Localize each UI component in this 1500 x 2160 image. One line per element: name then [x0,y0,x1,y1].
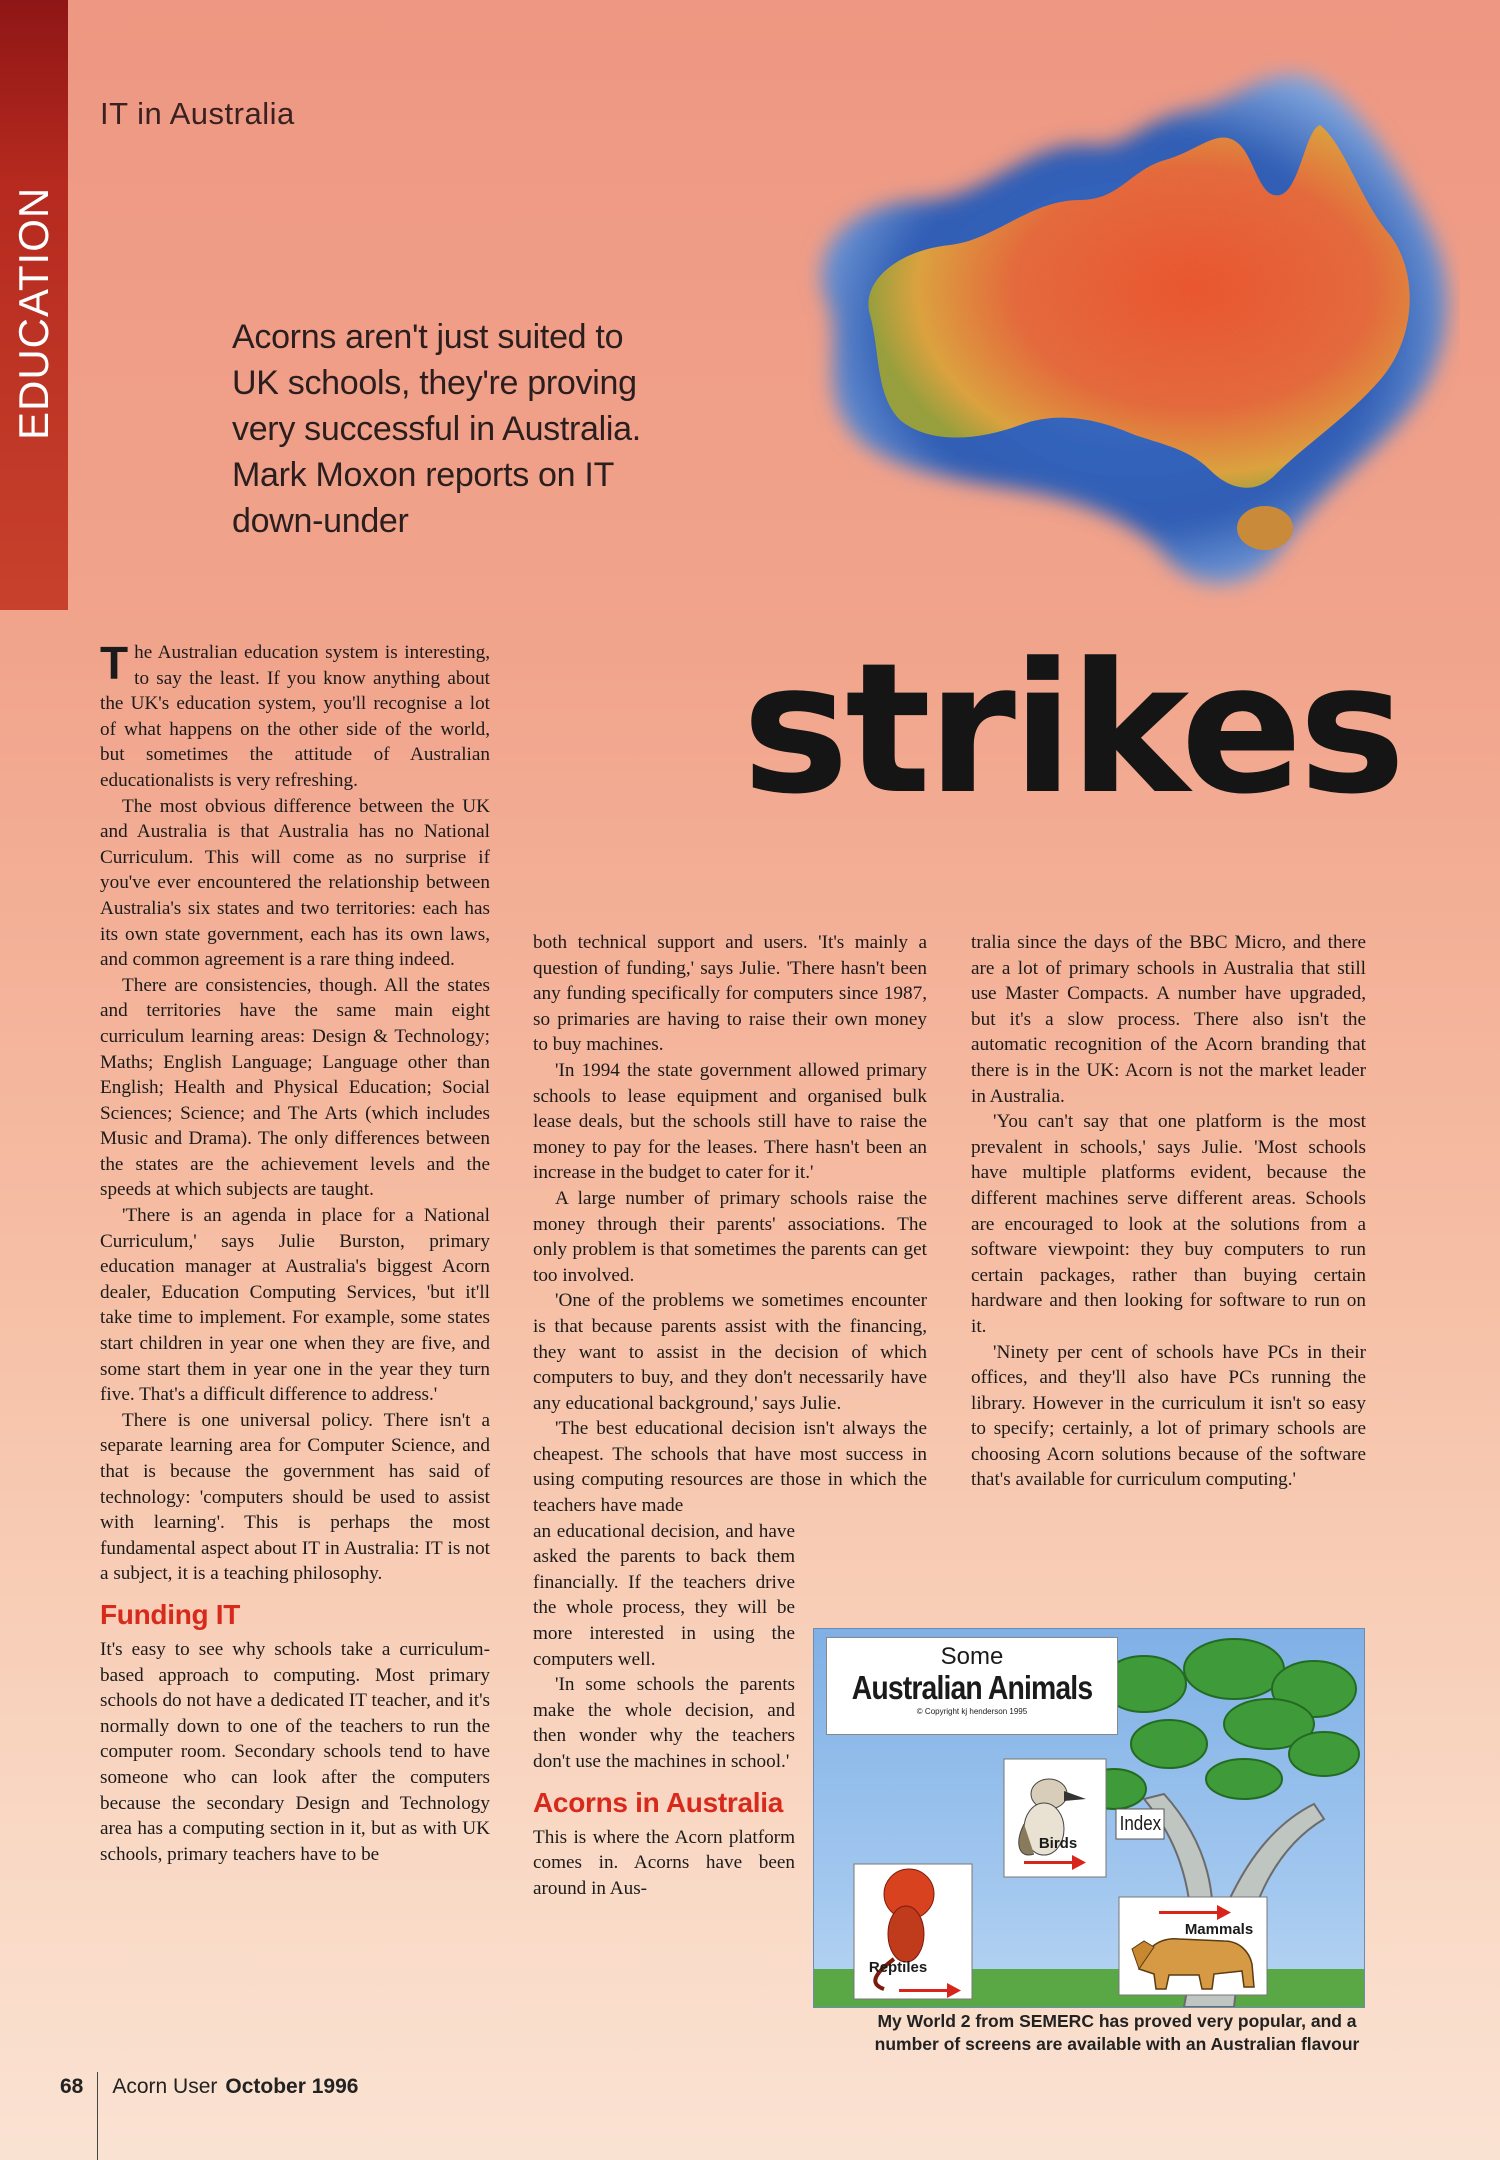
screenshot-title-big: Australian Animals [851,1669,1093,1706]
reptiles-arrow-icon [899,1989,949,1992]
screenshot-copyright: © Copyright kj henderson 1995 [916,1707,1028,1716]
index-button-label[interactable]: Index [1119,1813,1162,1835]
section-vertical-label: EDUCATION [10,186,57,440]
article-paragraph: 'You can't say that one platform is the most prevalent in schools,' says Julie. 'Most schools have multiple platforms evident, because the different machines serve different areas. Schools are encouraged to look at the solutions from a software viewpoint: they buy computers to run certain packages, rather than buying certain hardware and then looking for software to run on it. [971,1111,1366,1337]
tree-foliage-icon [1082,1639,1359,1809]
article-paragraph: This is where the Acorn platform comes in. Acorns have been around in Aus- [533,1826,795,1899]
headline: strikes [742,625,1402,834]
article-paragraph: It's easy to see why schools take a curriculum-based approach to computing. Most primary schools do not have a dedicated IT teacher, and it's normally down to one of the teachers to run the computer room. Secondary schools tend to have someone who can look after the computers because the secondary Design and Technology area has a computing section in it, but as with UK schools, primary teachers have to be [100,1638,490,1865]
birds-label: Birds [1038,1835,1078,1852]
article-paragraph: There are consistencies, though. All the states and territories have the same main eight curriculum learning areas: Design & Technology; Maths; English Language; Language other than English; Health and Physical Education; Social Sciences; Science; and The Arts (which includes Music and Drama). The only differences between the states are the achievement levels and the speeds at which subjects are taught. [100,974,490,1201]
article-column-3 [971,930,1366,1493]
standfirst: Acorns aren't just suited to UK schools, they're proving very successful in Australia. Mark Moxon reports on IT down-under [232,318,641,540]
mammals-label: Mammals [1184,1921,1254,1938]
article-paragraph: 'Ninety per cent of schools have PCs in their offices, and they'll also have PCs running the library. However in the curriculum it isn't so easy to specify; certainly, a lot of primary schools are choosing Acorn solutions because of the software that's available for curriculum computing.' [971,1341,1366,1491]
article-paragraph: There is one universal policy. There isn't a separate learning area for Computer Science, and that is because the government has said of technology: 'computers should be used to assist with learning'. This is perhaps the most fundamental aspect about IT in Australia: IT is not a subject, it is a teaching philosophy. [100,1409,490,1585]
screenshot-title-box [826,1637,1118,1735]
article-paragraph: The Australian education system is interesting, to say the least. If you know anything about the UK's education system, you'll recognise a lot of what happens on the other side of the world, but sometimes the attitude of Australian educationalists is very refreshing. [100,637,490,791]
issue-date: October 1996 [225,2075,359,2098]
reptiles-label: Reptiles [868,1959,928,1976]
australia-map-image [760,50,1460,610]
mammals-arrow-icon [1159,1911,1219,1914]
article-paragraph: 'In some schools the parents make the whole decision, and then wonder why the teachers don't use the machines in school.' [533,1674,795,1772]
section-side-bar [0,0,68,610]
section-title: IT in Australia [100,96,295,131]
article-paragraph: The most obvious difference between the UK and Australia is that Australia has no National Curriculum. This will come as no surprise if you've ever encountered the relationship between Australia's six states and two territories: each has its own state government, each has its own laws, and common agreement is a rare thing indeed. [100,795,490,971]
article-paragraph: an educational decision, and have asked the parents to back them financially. If the teachers drive the whole process, they will be more interested in using the computers well. [533,1520,795,1670]
page-footer [60,2072,358,2102]
birds-arrow-icon [1024,1861,1074,1864]
article-paragraph: both technical support and users. 'It's mainly a question of funding,' says Julie. 'There hasn't been any funding specifically for computers since 1987, so primaries are having to raise their own money to buy machines. [533,932,927,1056]
screenshot-caption: My World 2 from SEMERC has proved very popular, and a number of screens are available with an Australian flavour [874,2011,1360,2054]
magazine-name: Acorn User [112,2075,218,2098]
article-paragraph: 'One of the problems we sometimes encounter is that because parents assist with the financing, they want to assist in the decision of which computers to buy, and they don't necessarily have any educational background,' says Julie. [533,1290,927,1414]
drop-cap: T [100,637,129,689]
article-paragraph: 'The best educational decision isn't always the cheapest. The schools that have most success in using computing resources are those in which the teachers have made [533,1418,927,1517]
article-paragraph: A large number of primary schools raise the money through their parents' associations. The only problem is that sometimes the parents can get too involved. [533,1187,927,1286]
article-paragraph: 'In 1994 the state government allowed primary schools to lease equipment and organised bulk lease deals, but the schools still have to raise the money to pay for the leases. There hasn't been an increase in the budget to cater for it.' [533,1059,927,1184]
article-paragraph: tralia since the days of the BBC Micro, and there are a lot of primary schools in Australia that still use Master Compacts. A number have upgraded, but it's a slow process. There also isn't the automatic recognition of the Acorn branding that there is in the UK: Acorn is not the market leader in Australia. [971,932,1366,1107]
page-number: 68 [60,2075,84,2098]
article-column-1 [100,637,490,1867]
my-world-screenshot [813,1628,1365,2008]
subhead-acorns-in-australia: Acorns in Australia [533,1786,783,1818]
article-paragraph: 'There is an agenda in place for a National Curriculum,' says Julie Burston, primary education manager at Australia's biggest Acorn dealer, Education Computing Services, 'but it'll take time to implement. For example, some states start children in year one when they are five, and some start them in year one in the year they turn five. That's a difficult difference to address.' [100,1205,490,1406]
footer-divider [97,2072,98,2160]
screenshot-title-small: Some [940,1643,1004,1670]
subhead-funding-it: Funding IT [100,1598,241,1630]
